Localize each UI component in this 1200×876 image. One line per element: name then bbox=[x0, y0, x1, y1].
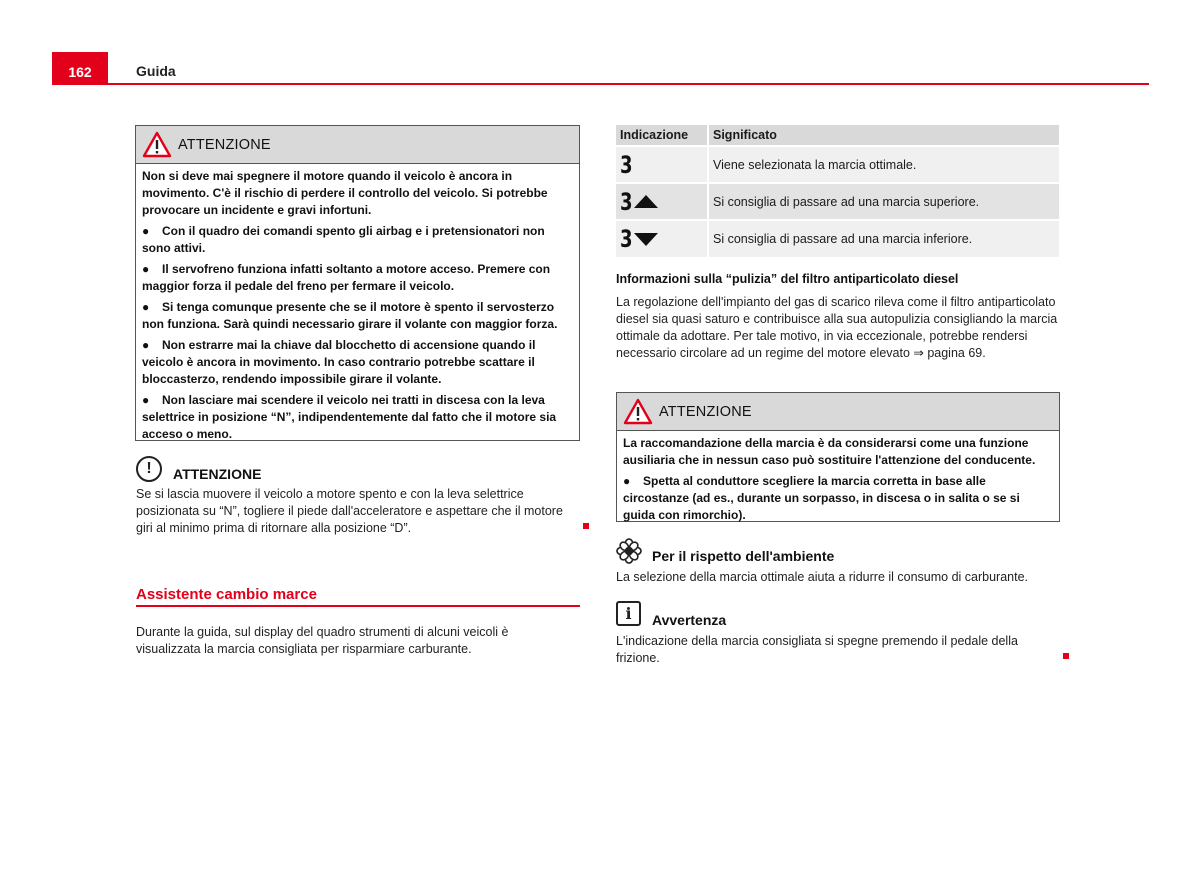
warning-intro: La raccomandazione della marcia è da considerarsi come una funzione ausiliaria che in nessun caso può sostituire l'attenzione del conducente. bbox=[623, 436, 1036, 467]
bullet-icon: ● bbox=[142, 338, 150, 352]
meaning-cell: Si consiglia di passare ad una marcia inferiore. bbox=[708, 220, 1059, 257]
end-marker bbox=[1063, 653, 1069, 659]
warning-bullet: ● Il servofreno funziona infatti soltanto a motore acceso. Premere con maggior forza il pedale del freno per fermare il veicolo. bbox=[142, 262, 551, 293]
warning-bullet: ● Non lasciare mai scendere il veicolo nei tratti in discesa con la leva selettrice in posizione “N”, indipendentemente dal fatto che il motore sia acceso o meno. bbox=[142, 393, 557, 441]
warning-body bbox=[617, 431, 1059, 528]
section-rule bbox=[136, 605, 580, 607]
arrow-up-icon bbox=[634, 195, 658, 208]
warning-box-recommendation bbox=[616, 392, 1060, 522]
caution-text: Se si lascia muovere il veicolo a motore spento e con la leva selettrice posizionata su “N”, togliere il piede dall'acceleratore e aspettare che il motore giri al minimo prima di ritornare alla posizione “D”. bbox=[136, 487, 563, 535]
warning-bullet: ● Si tenga comunque presente che se il motore è spento il servosterzo non funziona. Sarà quindi necessario girare il volante con maggior forza. bbox=[142, 300, 558, 331]
table-row bbox=[616, 183, 1059, 220]
table-row bbox=[616, 146, 1059, 183]
warning-bullet: ● Non estrarre mai la chiave dal blocchetto di accensione quando il veicolo è ancora in movimento. In caso contrario potrebbe scattare il bloccasterzo, rendendo impossibile girare il volante. bbox=[142, 338, 536, 386]
environment-text: La selezione della marcia ottimale aiuta a ridurre il consumo di carburante. bbox=[616, 570, 1029, 584]
meaning-cell: Si consiglia di passare ad una marcia superiore. bbox=[708, 183, 1059, 220]
gear-indicator-table bbox=[616, 125, 1059, 257]
info-icon: i bbox=[616, 601, 641, 626]
bullet-icon: ● bbox=[142, 300, 150, 314]
gear-number: 3 bbox=[620, 225, 633, 253]
gear-indicator-cell bbox=[616, 146, 708, 183]
warning-header bbox=[136, 126, 579, 164]
arrow-down-icon bbox=[634, 233, 658, 246]
bullet-icon: ● bbox=[623, 474, 631, 488]
warning-title: ATTENZIONE bbox=[178, 137, 271, 153]
header-rule bbox=[52, 83, 1149, 85]
flower-environment-icon bbox=[616, 538, 642, 564]
table-header-indicazione: Indicazione bbox=[616, 125, 708, 146]
note-text: L'indicazione della marcia consigliata si spegne premendo il pedale della frizione. bbox=[616, 634, 1018, 665]
table-header-significato: Significato bbox=[708, 125, 1059, 146]
chapter-title: Guida bbox=[136, 63, 176, 79]
bullet-icon: ● bbox=[142, 262, 150, 276]
warning-triangle-icon bbox=[623, 398, 653, 425]
bullet-icon: ● bbox=[142, 393, 150, 407]
gear-indicator-cell bbox=[616, 220, 708, 257]
filter-subheading: Informazioni sulla “pulizia” del filtro antiparticolato diesel bbox=[616, 272, 959, 286]
warning-title: ATTENZIONE bbox=[659, 404, 752, 420]
warning-triangle-icon bbox=[142, 131, 172, 158]
warning-bullet: ● Con il quadro dei comandi spento gli airbag e i pretensionatori non sono attivi. bbox=[142, 224, 545, 255]
page-number-box bbox=[52, 52, 108, 85]
bullet-icon: ● bbox=[142, 224, 150, 238]
page-number: 162 bbox=[68, 64, 92, 80]
warning-intro: Non si deve mai spegnere il motore quando il veicolo è ancora in movimento. C'è il rischio di perdere il controllo del veicolo. Si potrebbe provocare un incidente e gravi infortuni. bbox=[142, 169, 548, 217]
environment-title: Per il rispetto dell'ambiente bbox=[652, 548, 835, 564]
gear-number: 3 bbox=[620, 150, 633, 179]
gear-number: 3 bbox=[620, 187, 633, 216]
warning-body bbox=[136, 164, 579, 447]
section-title: Assistente cambio marce bbox=[136, 586, 317, 603]
warning-header bbox=[617, 393, 1059, 431]
filter-text: La regolazione dell'impianto del gas di scarico rileva come il filtro antiparticolato diesel sia quasi saturo e contribuisce alla sua autopulizia consigliando la marcia ottimale da adottare. Per tale motivo, in via eccezionale, potrebbe rendersi necessario circolare ad un regime del motore elevato ⇒ pagina 69. bbox=[616, 295, 1058, 360]
table-row bbox=[616, 220, 1059, 257]
note-title: Avvertenza bbox=[652, 612, 727, 628]
end-marker bbox=[583, 523, 589, 529]
warning-bullet: ● Spetta al conduttore scegliere la marcia corretta in base alle circostanze (ad es., durante un sorpasso, in discesa o in salita o se si guida con rimorchio). bbox=[623, 474, 1020, 522]
warning-box-engine-off bbox=[135, 125, 580, 441]
section-text: Durante la guida, sul display del quadro strumenti di alcuni veicoli è visualizzata la marcia consigliata per risparmiare carburante. bbox=[136, 625, 509, 656]
exclamation-circle-icon: ! bbox=[136, 456, 162, 482]
gear-indicator-cell bbox=[616, 183, 708, 220]
meaning-cell: Viene selezionata la marcia ottimale. bbox=[708, 146, 1059, 183]
caution-title: ATTENZIONE bbox=[173, 466, 262, 482]
